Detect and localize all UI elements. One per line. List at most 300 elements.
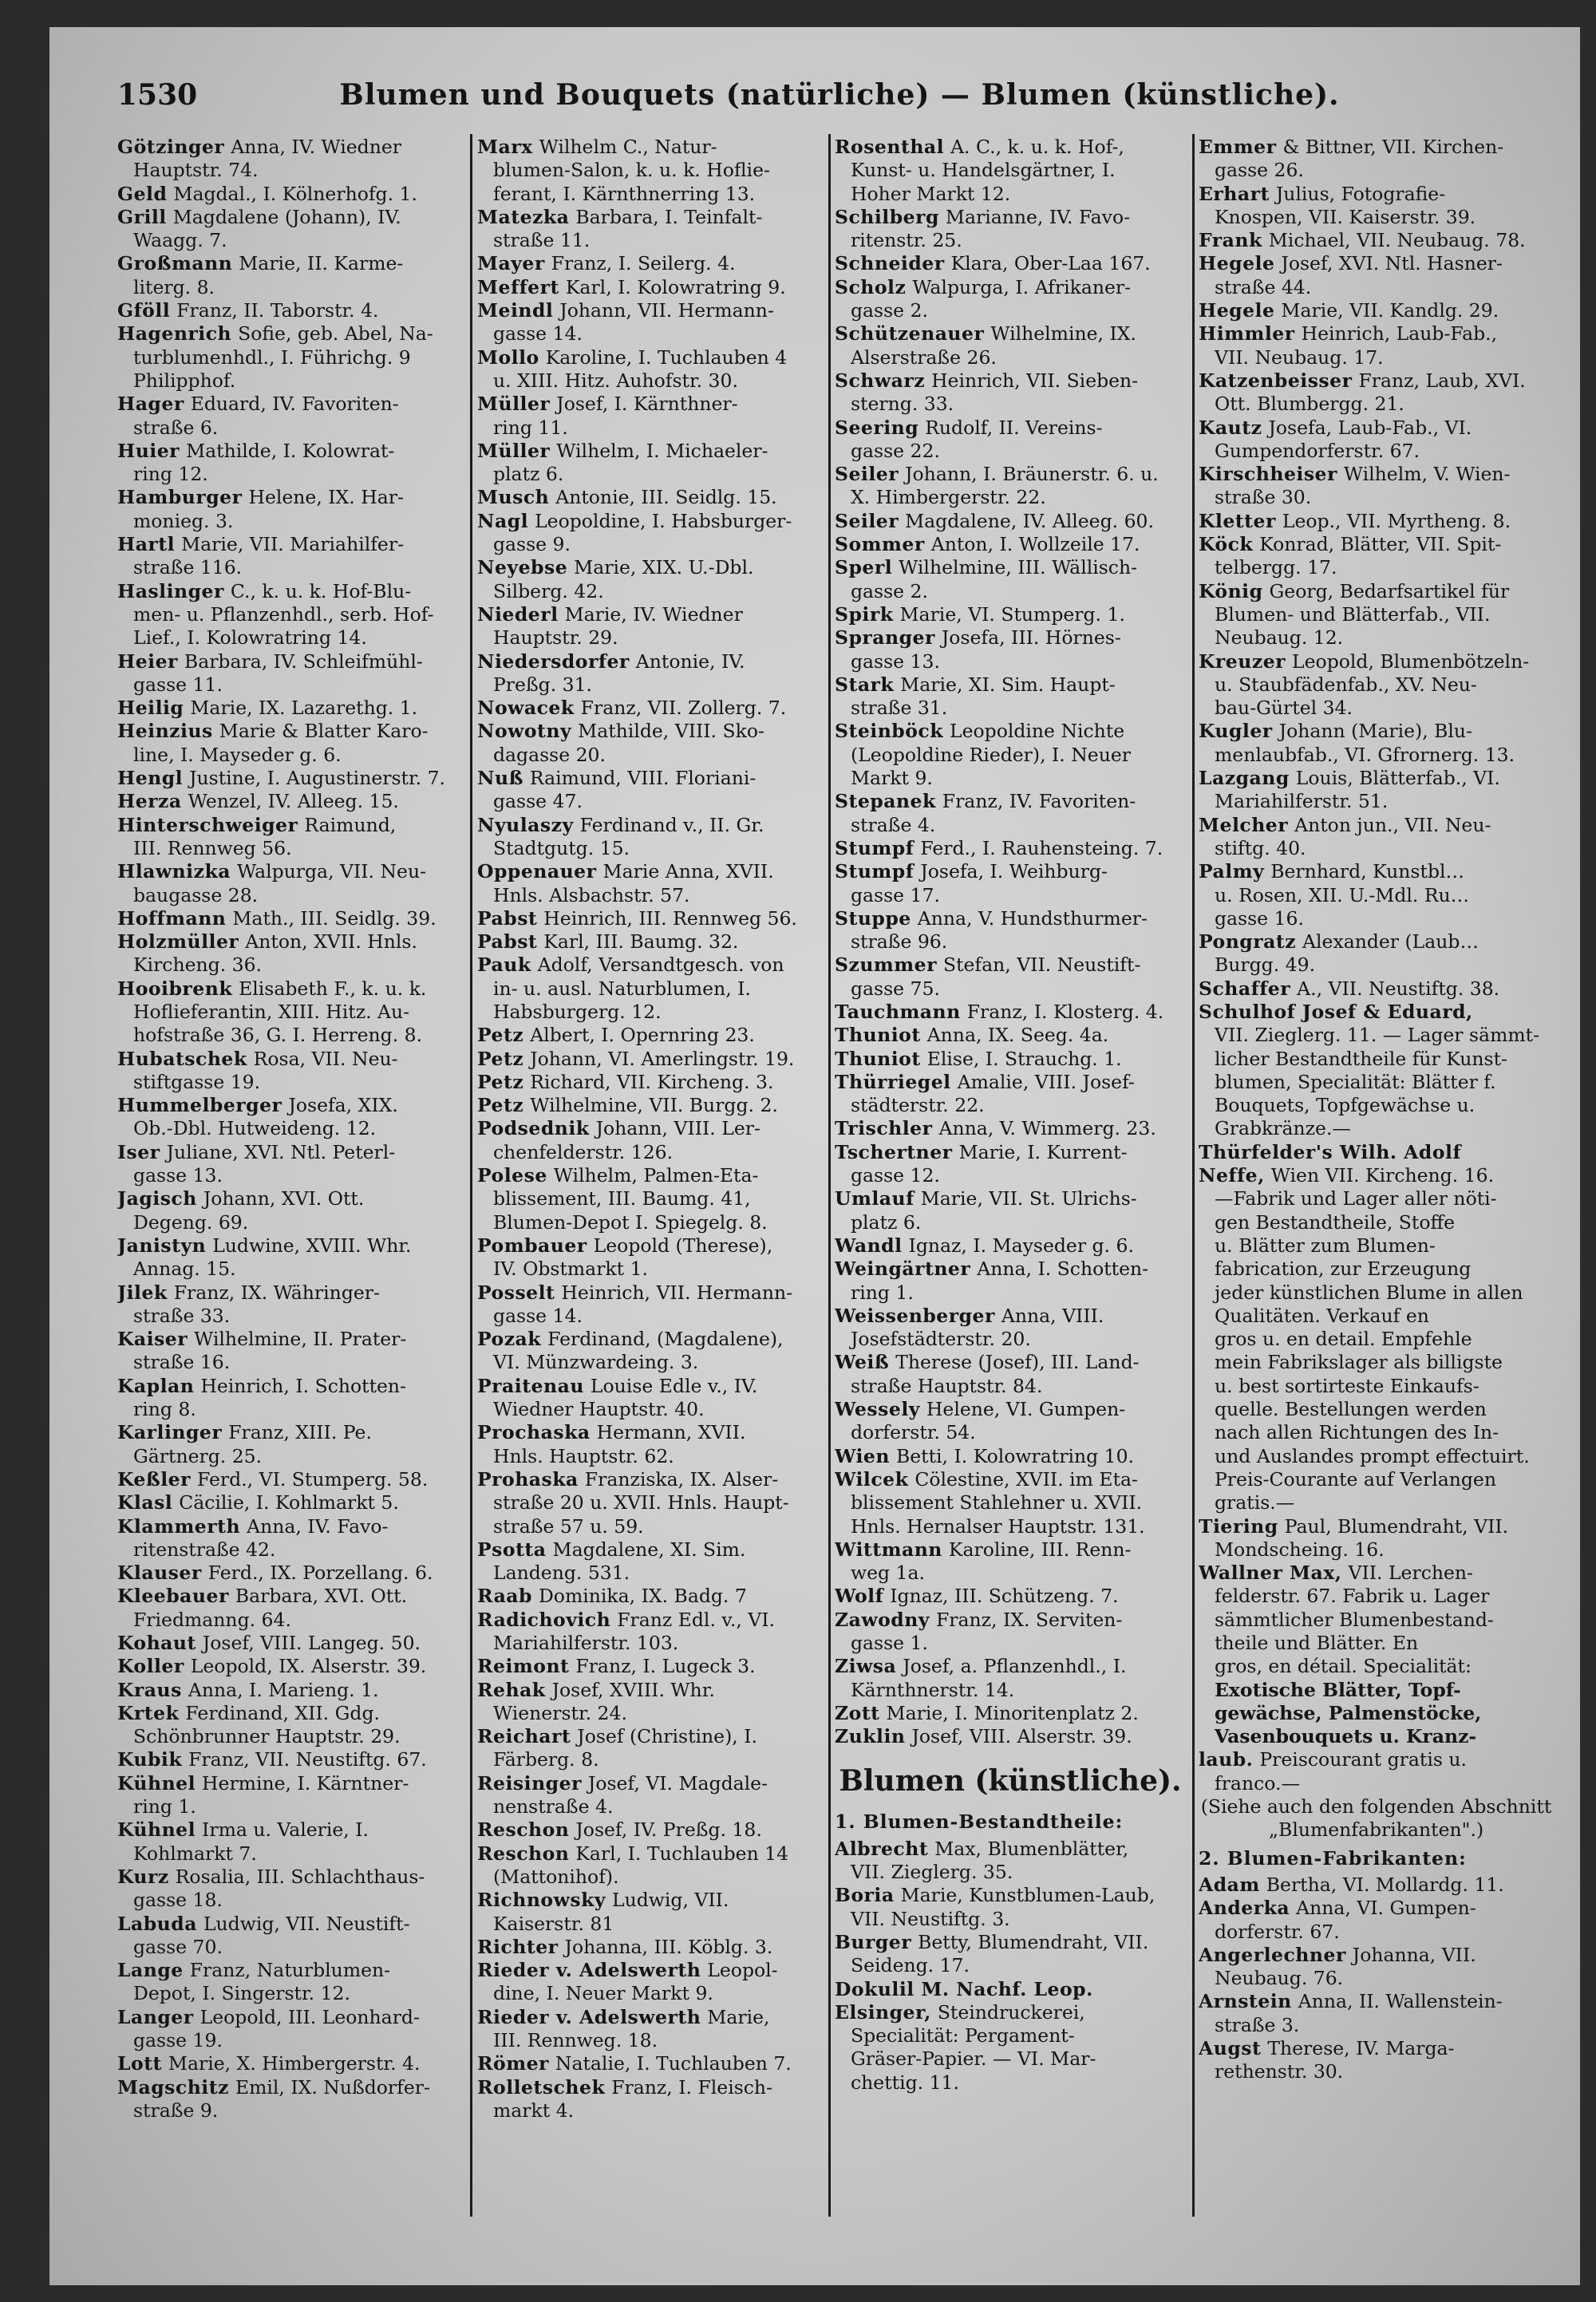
directory-entry <box>835 463 1186 486</box>
entry-continuation: monieg. 3. <box>133 509 234 532</box>
entry-name: Stepanek <box>835 790 936 813</box>
entry-continuation: stiftgasse 19. <box>133 1070 261 1093</box>
directory-entry <box>117 1468 465 1491</box>
note-line: (Siehe auch den folgenden Abschnitt <box>1200 1795 1552 1818</box>
entry-name: Albrecht <box>835 1837 929 1860</box>
entry-name: Radichovich <box>477 1608 611 1631</box>
directory-entry <box>835 1445 1186 1468</box>
directory-entry <box>117 1702 465 1725</box>
entry-details: Leopold, III. Leonhard- <box>200 2005 420 2028</box>
entry-name: Großmann <box>117 252 233 275</box>
entry-name: Pauk <box>477 954 531 977</box>
entry-name: Holzmüller <box>117 930 239 954</box>
directory-entry <box>477 486 822 509</box>
entry-continuation: straße 3. <box>1215 2013 1300 2036</box>
directory-entry <box>477 954 822 977</box>
directory-entry <box>477 1071 822 1094</box>
entry-details: Amalie, VIII. Josef- <box>957 1070 1135 1093</box>
entry-details: Marie, IX. Lazarethg. 1. <box>190 697 418 720</box>
directory-entry <box>477 1048 822 1071</box>
page-number: 1530 <box>117 78 198 112</box>
entry-details: Karoline, I. Tuchlauben 4 <box>545 345 788 369</box>
entry-continuation: straße 6. <box>133 416 219 439</box>
directory-entry <box>477 1538 822 1562</box>
entry-details: Anna, V. Hundsthurmer- <box>917 906 1148 930</box>
entry-continuation: VI. Münzwardeing. 3. <box>493 1351 699 1374</box>
directory-entry <box>477 1468 822 1491</box>
directory-entry <box>1199 767 1554 790</box>
entry-continuation: Landeng. 531. <box>493 1562 630 1585</box>
directory-entry <box>477 440 822 463</box>
entry-continuation: IV. Obstmarkt 1. <box>493 1258 649 1281</box>
directory-entry <box>835 1258 1186 1281</box>
entry-continuation: chettig. 11. <box>851 2071 959 2094</box>
entry-name: Schwarz <box>835 369 926 392</box>
directory-entry <box>835 1351 1186 1374</box>
entry-details: Franz, I. Seilerg. 4. <box>551 252 736 275</box>
entry-name: Herza <box>117 790 182 813</box>
directory-entry <box>1199 183 1554 206</box>
entry-continuation: Preis-Courante auf Verlangen <box>1215 1467 1496 1491</box>
entry-continuation: gasse 22. <box>851 439 940 462</box>
entry-name: Niedersdorfer <box>477 650 630 673</box>
entry-name: Schaffer <box>1199 977 1291 1000</box>
directory-entry <box>477 136 822 159</box>
directory-entry <box>477 1328 822 1351</box>
entry-details: Marie, XI. Sim. Haupt- <box>900 673 1116 696</box>
entry-continuation: VII. Zieglerg. 35. <box>851 1861 1013 1884</box>
entry-name: Jilek <box>117 1281 168 1304</box>
entry-details: Raimund, <box>304 813 397 836</box>
directory-entry <box>477 2076 822 2099</box>
entry-continuation: ritenstr. 25. <box>851 229 962 252</box>
entry-name: Schulhof Josef & Eduard, <box>1199 1000 1473 1023</box>
entry-continuation: straße 57 u. 59. <box>493 1514 644 1538</box>
entry-details: Josef, a. Pflanzenhdl., I. <box>903 1655 1127 1678</box>
directory-entry <box>835 1978 1186 2001</box>
directory-entry <box>117 1515 465 1538</box>
directory-entry <box>117 1421 465 1444</box>
entry-continuation: Alserstraße 26. <box>851 345 997 369</box>
directory-entry <box>117 2076 465 2099</box>
entry-details: Magdalene, IV. Alleeg. 60. <box>905 509 1154 532</box>
entry-details: Johanna, III. Köblg. 3. <box>564 1935 773 1958</box>
entry-continuation: Habsburgerg. 12. <box>493 1000 662 1023</box>
entry-details: Elise, I. Strauchg. 1. <box>926 1047 1122 1070</box>
entry-continuation: gros, en détail. Specialität: <box>1215 1655 1472 1678</box>
directory-entry <box>1199 463 1554 486</box>
entry-name: Wandl <box>835 1234 903 1257</box>
entry-details: Cäcilie, I. Kohlmarkt 5. <box>179 1491 399 1514</box>
entry-name: Niederl <box>477 602 559 626</box>
entry-continuation: ring 1. <box>133 1795 196 1818</box>
directory-entry <box>1199 322 1554 345</box>
entry-details: Marie, IV. Wiedner <box>564 602 743 626</box>
entry-name: Hengl <box>117 767 184 790</box>
entry-name: Wolf <box>835 1585 884 1608</box>
entry-details: Anton, XVII. Hnls. <box>245 930 417 954</box>
entry-name: Tschertner <box>835 1140 953 1163</box>
entry-details: Helene, VI. Gumpen- <box>926 1398 1126 1421</box>
directory-entry <box>835 1655 1186 1678</box>
entry-details: Therese (Josef), III. Land- <box>895 1351 1140 1374</box>
directory-entry <box>117 1866 465 1889</box>
directory-entry <box>1199 1990 1554 2013</box>
entry-name: Kletter <box>1199 509 1276 532</box>
entry-details: Therese, IV. Marga- <box>1267 2037 1455 2060</box>
entry-name: Boria <box>835 1884 895 1907</box>
entry-continuation: Qualitäten. Verkauf en <box>1215 1304 1429 1327</box>
entry-details: Antonie, III. Seidlg. 15. <box>555 486 777 509</box>
directory-entry <box>835 252 1186 275</box>
entry-continuation: straße 30. <box>1215 486 1312 509</box>
entry-name: Thuniot <box>835 1024 921 1047</box>
directory-entry <box>117 252 465 275</box>
directory-entry <box>835 1468 1186 1491</box>
entry-details: Wilhelmine, III. Wällisch- <box>899 556 1138 579</box>
directory-entry <box>117 533 465 556</box>
entry-continuation: straße 4. <box>851 813 936 836</box>
directory-entry <box>835 1141 1186 1164</box>
entry-details: Ferdinand v., II. Gr. <box>579 813 764 836</box>
entry-name: Stuppe <box>835 906 911 930</box>
entry-details: Louis, Blätterfab., VI. <box>1295 767 1500 790</box>
entry-name: Schilberg <box>835 205 939 228</box>
entry-continuation: ring 11. <box>493 416 568 439</box>
directory-entry <box>835 417 1186 440</box>
entry-continuation: Philipphof. <box>133 369 236 392</box>
directory-entry <box>477 346 822 369</box>
directory-entry <box>835 603 1186 626</box>
entry-name: Reisinger <box>477 1771 582 1795</box>
entry-continuation: Waagg. 7. <box>133 229 227 252</box>
entry-name: Seering <box>835 416 919 439</box>
entry-name: Müller <box>477 439 551 462</box>
entry-details: Math., III. Seidlg. 39. <box>232 906 437 930</box>
entry-continuation: in- u. ausl. Naturblumen, I. <box>493 977 751 1000</box>
entry-name: Nuß <box>477 767 523 790</box>
entry-details: Anna, V. Wimmerg. 23. <box>938 1117 1156 1140</box>
entry-details: Josefa, XIX. <box>288 1094 398 1117</box>
entry-name: Nyulaszy <box>477 813 574 836</box>
directory-entry <box>835 1884 1186 1907</box>
entry-details: Marie, I. Minoritenplatz 2. <box>886 1701 1139 1724</box>
entry-details: Dominika, IX. Badg. 7 <box>538 1585 747 1608</box>
entry-continuation: —Fabrik und Lager aller nöti- <box>1215 1187 1497 1210</box>
entry-name: Wilcek <box>835 1467 909 1491</box>
entry-continuation: bau-Gürtel 34. <box>1215 697 1353 720</box>
directory-entry <box>117 2006 465 2029</box>
entry-continuation: Lief., I. Kolowratring 14. <box>133 626 367 650</box>
entry-details: Cölestine, XVII. im Eta- <box>915 1467 1138 1491</box>
entry-details: Anton jun., VII. Neu- <box>1294 813 1491 836</box>
entry-continuation: men- u. Pflanzenhdl., serb. Hof- <box>133 602 434 626</box>
entry-bold-line: Exotische Blätter, Topf- <box>1215 1678 1461 1701</box>
entry-continuation: VII. Neubaug. 17. <box>1215 345 1384 369</box>
entry-continuation: ring 12. <box>133 463 208 486</box>
entry-name: Weingärtner <box>835 1258 971 1281</box>
entry-name: Elsinger, <box>835 2000 931 2024</box>
entry-continuation: Hoflieferantin, XIII. Hitz. Au- <box>133 1000 410 1023</box>
directory-entry <box>117 393 465 416</box>
entry-details: Konrad, Blätter, VII. Spit- <box>1259 533 1502 556</box>
directory-entry <box>117 1585 465 1608</box>
entry-details: Elisabeth F., k. u. k. <box>239 977 427 1000</box>
entry-continuation: gratis.— <box>1215 1491 1295 1514</box>
entry-continuation: quelle. Bestellungen werden <box>1215 1398 1487 1421</box>
directory-entry <box>117 790 465 813</box>
entry-details: VII. Lerchen- <box>1348 1562 1473 1585</box>
entry-name: Burger <box>835 1930 912 1953</box>
directory-entry <box>835 1398 1186 1421</box>
directory-entry <box>477 1889 822 1912</box>
entry-details: Leopold (Therese), <box>593 1234 773 1257</box>
directory-entry <box>117 1818 465 1842</box>
entry-details: Josef, VIII. Alserstr. 39. <box>911 1725 1132 1748</box>
entry-continuation: telbergg. 17. <box>1215 556 1337 579</box>
entry-details: Walpurga, I. Afrikaner- <box>912 275 1132 298</box>
entry-name: Kraus <box>117 1678 182 1701</box>
entry-continuation: Bouquets, Topfgewächse u. <box>1215 1094 1476 1117</box>
entry-continuation: Mondscheing. 16. <box>1215 1538 1385 1561</box>
entry-name: Magschitz <box>117 2075 229 2099</box>
entry-details: Irma u. Valerie, I. <box>202 1818 369 1842</box>
entry-continuation: Specialität: Pergament- <box>851 2024 1075 2047</box>
entry-details: Barbara, I. Teinfalt- <box>575 205 763 228</box>
entry-continuation: Preßg. 31. <box>493 673 593 696</box>
directory-entry <box>835 1838 1186 1861</box>
entry-name: Hager <box>117 393 184 416</box>
entry-details: Betti, I. Kolowratring 10. <box>895 1444 1135 1467</box>
entry-name: Pozak <box>477 1328 542 1351</box>
directory-entry <box>117 2052 465 2075</box>
entry-details: Marie, VII. Kandlg. 29. <box>1281 299 1499 322</box>
entry-continuation: chenfelderstr. 126. <box>493 1140 674 1163</box>
directory-entry <box>835 1048 1186 1071</box>
entry-details: Klara, Ober-Laa 167. <box>950 252 1151 275</box>
entry-name: Lott <box>117 2052 162 2075</box>
entry-name: Keßler <box>117 1467 191 1491</box>
directory-entry <box>117 1491 465 1514</box>
entry-name: Kühnel <box>117 1771 196 1795</box>
entry-name: Lange <box>117 1959 184 1982</box>
entry-continuation: platz 6. <box>493 463 564 486</box>
entry-name: Weiß <box>835 1351 890 1374</box>
directory-entry <box>117 1632 465 1655</box>
entry-details: Heinrich, I. Schotten- <box>200 1374 407 1397</box>
entry-continuation: straße 11. <box>493 229 591 252</box>
entry-continuation: mein Fabrikslager als billigste <box>1215 1351 1503 1374</box>
entry-details: Wilhelm C., Natur- <box>539 136 717 158</box>
entry-name: Nagl <box>477 509 529 532</box>
directory-entry <box>117 183 465 206</box>
entry-name: Hegele <box>1199 252 1275 275</box>
entry-details: Bertha, VI. Mollardg. 11. <box>1266 1873 1504 1896</box>
entry-name: Kautz <box>1199 416 1262 439</box>
entry-name: Steinböck <box>835 720 943 743</box>
entry-name: Janistyn <box>117 1234 207 1257</box>
entry-name: Reschon <box>477 1818 570 1842</box>
entry-continuation: gasse 14. <box>493 1304 583 1327</box>
directory-entry <box>477 1818 822 1842</box>
entry-continuation: Depot, I. Singerstr. 12. <box>133 1982 350 2005</box>
entry-details: Josefa, I. Weihburg- <box>920 860 1108 883</box>
directory-entry <box>835 954 1186 977</box>
entry-details: Richard, VII. Kircheng. 3. <box>530 1070 774 1093</box>
entry-name: Petz <box>477 1024 524 1047</box>
entry-details: Anna, VIII. <box>1001 1304 1104 1327</box>
directory-entry <box>1199 814 1554 837</box>
entry-details: Johann, VII. Hermann- <box>559 299 774 322</box>
entry-name: Oppenauer <box>477 860 597 883</box>
section-heading: Blumen (künstliche). <box>839 1764 1182 1799</box>
entry-name: Palmy <box>1199 860 1265 883</box>
entry-continuation: ferant, I. Kärnthnerring 13. <box>493 182 756 205</box>
directory-entry <box>835 1931 1186 1954</box>
entry-name: Richter <box>477 1935 559 1958</box>
entry-continuation: Markt 9. <box>851 767 933 790</box>
entry-details: Wilhelm, Palmen-Eta- <box>553 1164 759 1187</box>
directory-entry <box>117 1048 465 1071</box>
entry-name: Podsednik <box>477 1117 590 1140</box>
directory-entry <box>1199 229 1554 252</box>
directory-entry <box>835 907 1186 930</box>
entry-details: Johann, VIII. Ler- <box>595 1117 760 1140</box>
directory-entry <box>1199 1515 1554 1538</box>
column-divider <box>470 134 472 2217</box>
directory-entry <box>835 510 1186 533</box>
entry-name: Hartl <box>117 533 176 556</box>
entry-details: Anna, I. Marieng. 1. <box>188 1678 379 1701</box>
directory-entry <box>477 1421 822 1444</box>
entry-continuation: gasse 19. <box>133 2029 223 2052</box>
entry-continuation: sterng. 33. <box>851 393 954 416</box>
entry-continuation: III. Rennweg 56. <box>133 836 292 859</box>
entry-name: Heier <box>117 650 178 673</box>
entry-continuation: straße 9. <box>133 2099 219 2122</box>
directory-entry <box>1199 510 1554 533</box>
entry-details: A., VII. Neustiftg. 38. <box>1297 977 1500 1000</box>
entry-name: Mollo <box>477 345 539 369</box>
entry-name: Kurz <box>117 1865 169 1888</box>
entry-continuation: dagasse 20. <box>493 743 606 766</box>
directory-entry <box>1199 1874 1554 1897</box>
entry-continuation: gasse 16. <box>1215 906 1304 930</box>
entry-details: Ferdinand, XII. Gdg. <box>185 1701 380 1724</box>
entry-name: Neyebse <box>477 556 568 579</box>
directory-entry <box>117 1913 465 1936</box>
directory-entry <box>117 1959 465 1982</box>
entry-name: Arnstein <box>1199 1990 1292 2013</box>
entry-name: Stark <box>835 673 895 696</box>
entry-name: Tiering <box>1199 1514 1278 1538</box>
entry-details: Raimund, VIII. Floriani- <box>529 767 757 790</box>
entry-continuation: VII. Neustiftg. 3. <box>851 1907 1010 1930</box>
entry-details: Michael, VII. Neubaug. 78. <box>1268 229 1526 252</box>
entry-details: Franz, XIII. Pe. <box>228 1421 372 1444</box>
entry-continuation: gasse 13. <box>133 1164 223 1187</box>
entry-continuation: Gumpendorferstr. 67. <box>1215 439 1420 462</box>
entry-details: Wenzel, IV. Alleeg. 15. <box>188 790 399 813</box>
directory-entry <box>117 1328 465 1351</box>
entry-continuation: Mariahilferstr. 103. <box>493 1632 679 1654</box>
directory-entry <box>1199 2037 1554 2060</box>
directory-entry <box>477 1234 822 1258</box>
entry-name: Matezka <box>477 205 570 228</box>
entry-continuation: dorferstr. 67. <box>1215 1920 1340 1943</box>
entry-details: Franz, IV. Favoriten- <box>942 790 1136 813</box>
directory-entry <box>477 1725 822 1748</box>
directory-entry <box>835 556 1186 579</box>
directory-entry <box>477 1117 822 1140</box>
directory-entry <box>1199 1001 1554 1024</box>
directory-entry <box>1199 580 1554 603</box>
entry-name: Hamburger <box>117 486 243 509</box>
entry-details: Marie, Kunstblumen-Laub, <box>900 1884 1156 1907</box>
entry-name: Rieder v. Adelswerth <box>477 2005 701 2028</box>
entry-name: Wessely <box>835 1398 920 1421</box>
entry-name: Petz <box>477 1070 524 1093</box>
entry-continuation: rethenstr. 30. <box>1215 2060 1344 2083</box>
entry-details: Preiscourant gratis u. <box>1259 1748 1468 1771</box>
entry-name: Reimont <box>477 1655 570 1678</box>
entry-name: Posselt <box>477 1281 555 1304</box>
directory-entry <box>477 650 822 673</box>
entry-name: Klammerth <box>117 1514 241 1538</box>
entry-name: Nowotny <box>477 720 572 743</box>
entry-details: Heinrich, III. Rennweg 56. <box>543 906 797 930</box>
entry-continuation: Gärtnerg. 25. <box>133 1444 263 1467</box>
entry-name: Klasl <box>117 1491 173 1514</box>
entry-details: Stefan, VII. Neustift- <box>942 954 1141 977</box>
entry-continuation: Färberg. 8. <box>493 1748 599 1771</box>
directory-entry <box>835 533 1186 556</box>
directory-entry <box>1199 860 1554 883</box>
entry-continuation: Hnls. Hauptstr. 62. <box>493 1444 674 1467</box>
entry-continuation: gasse 17. <box>851 883 940 906</box>
entry-continuation: straße 33. <box>133 1304 231 1327</box>
directory-entry <box>117 814 465 837</box>
entry-name: Thuniot <box>835 1047 921 1070</box>
entry-bold-line: Vasenbouquets u. Kranz- <box>1215 1725 1477 1748</box>
entry-details: Steindruckerei, <box>937 2000 1085 2024</box>
directory-entry <box>1199 1944 1554 1967</box>
entry-continuation: X. Himbergerstr. 22. <box>851 486 1046 509</box>
entry-continuation: u. best sortirteste Einkaufs- <box>1215 1374 1479 1397</box>
entry-continuation: Burgg. 49. <box>1215 954 1316 977</box>
entry-details: Ludwig, VII. Neustift- <box>203 1912 410 1935</box>
entry-name: Raab <box>477 1585 532 1608</box>
directory-entry <box>117 1748 465 1771</box>
entry-continuation: gros u. en detail. Empfehle <box>1215 1328 1472 1351</box>
entry-name: Hlawnizka <box>117 860 231 883</box>
entry-continuation: Kircheng. 36. <box>133 954 263 977</box>
directory-entry <box>835 1187 1186 1210</box>
entry-name: Müller <box>477 393 551 416</box>
entry-details: Marie, VII. St. Ulrichs- <box>920 1187 1137 1210</box>
entry-continuation: Annag. 15. <box>133 1258 236 1281</box>
entry-details: Johann, VI. Amerlingstr. 19. <box>530 1047 795 1070</box>
directory-entry <box>1199 136 1554 159</box>
entry-details: Karl, I. Kolowratring 9. <box>565 275 786 298</box>
entry-details: Karl, I. Tuchlauben 14 <box>575 1842 789 1865</box>
entry-continuation: (Mattonihof). <box>493 1865 619 1888</box>
column-3 <box>835 136 1186 2095</box>
entry-name: Sperl <box>835 556 893 579</box>
entry-continuation: line, I. Mayseder g. 6. <box>133 743 342 766</box>
directory-entry <box>117 1094 465 1117</box>
entry-details: Alexander (Laub… <box>1302 930 1479 954</box>
